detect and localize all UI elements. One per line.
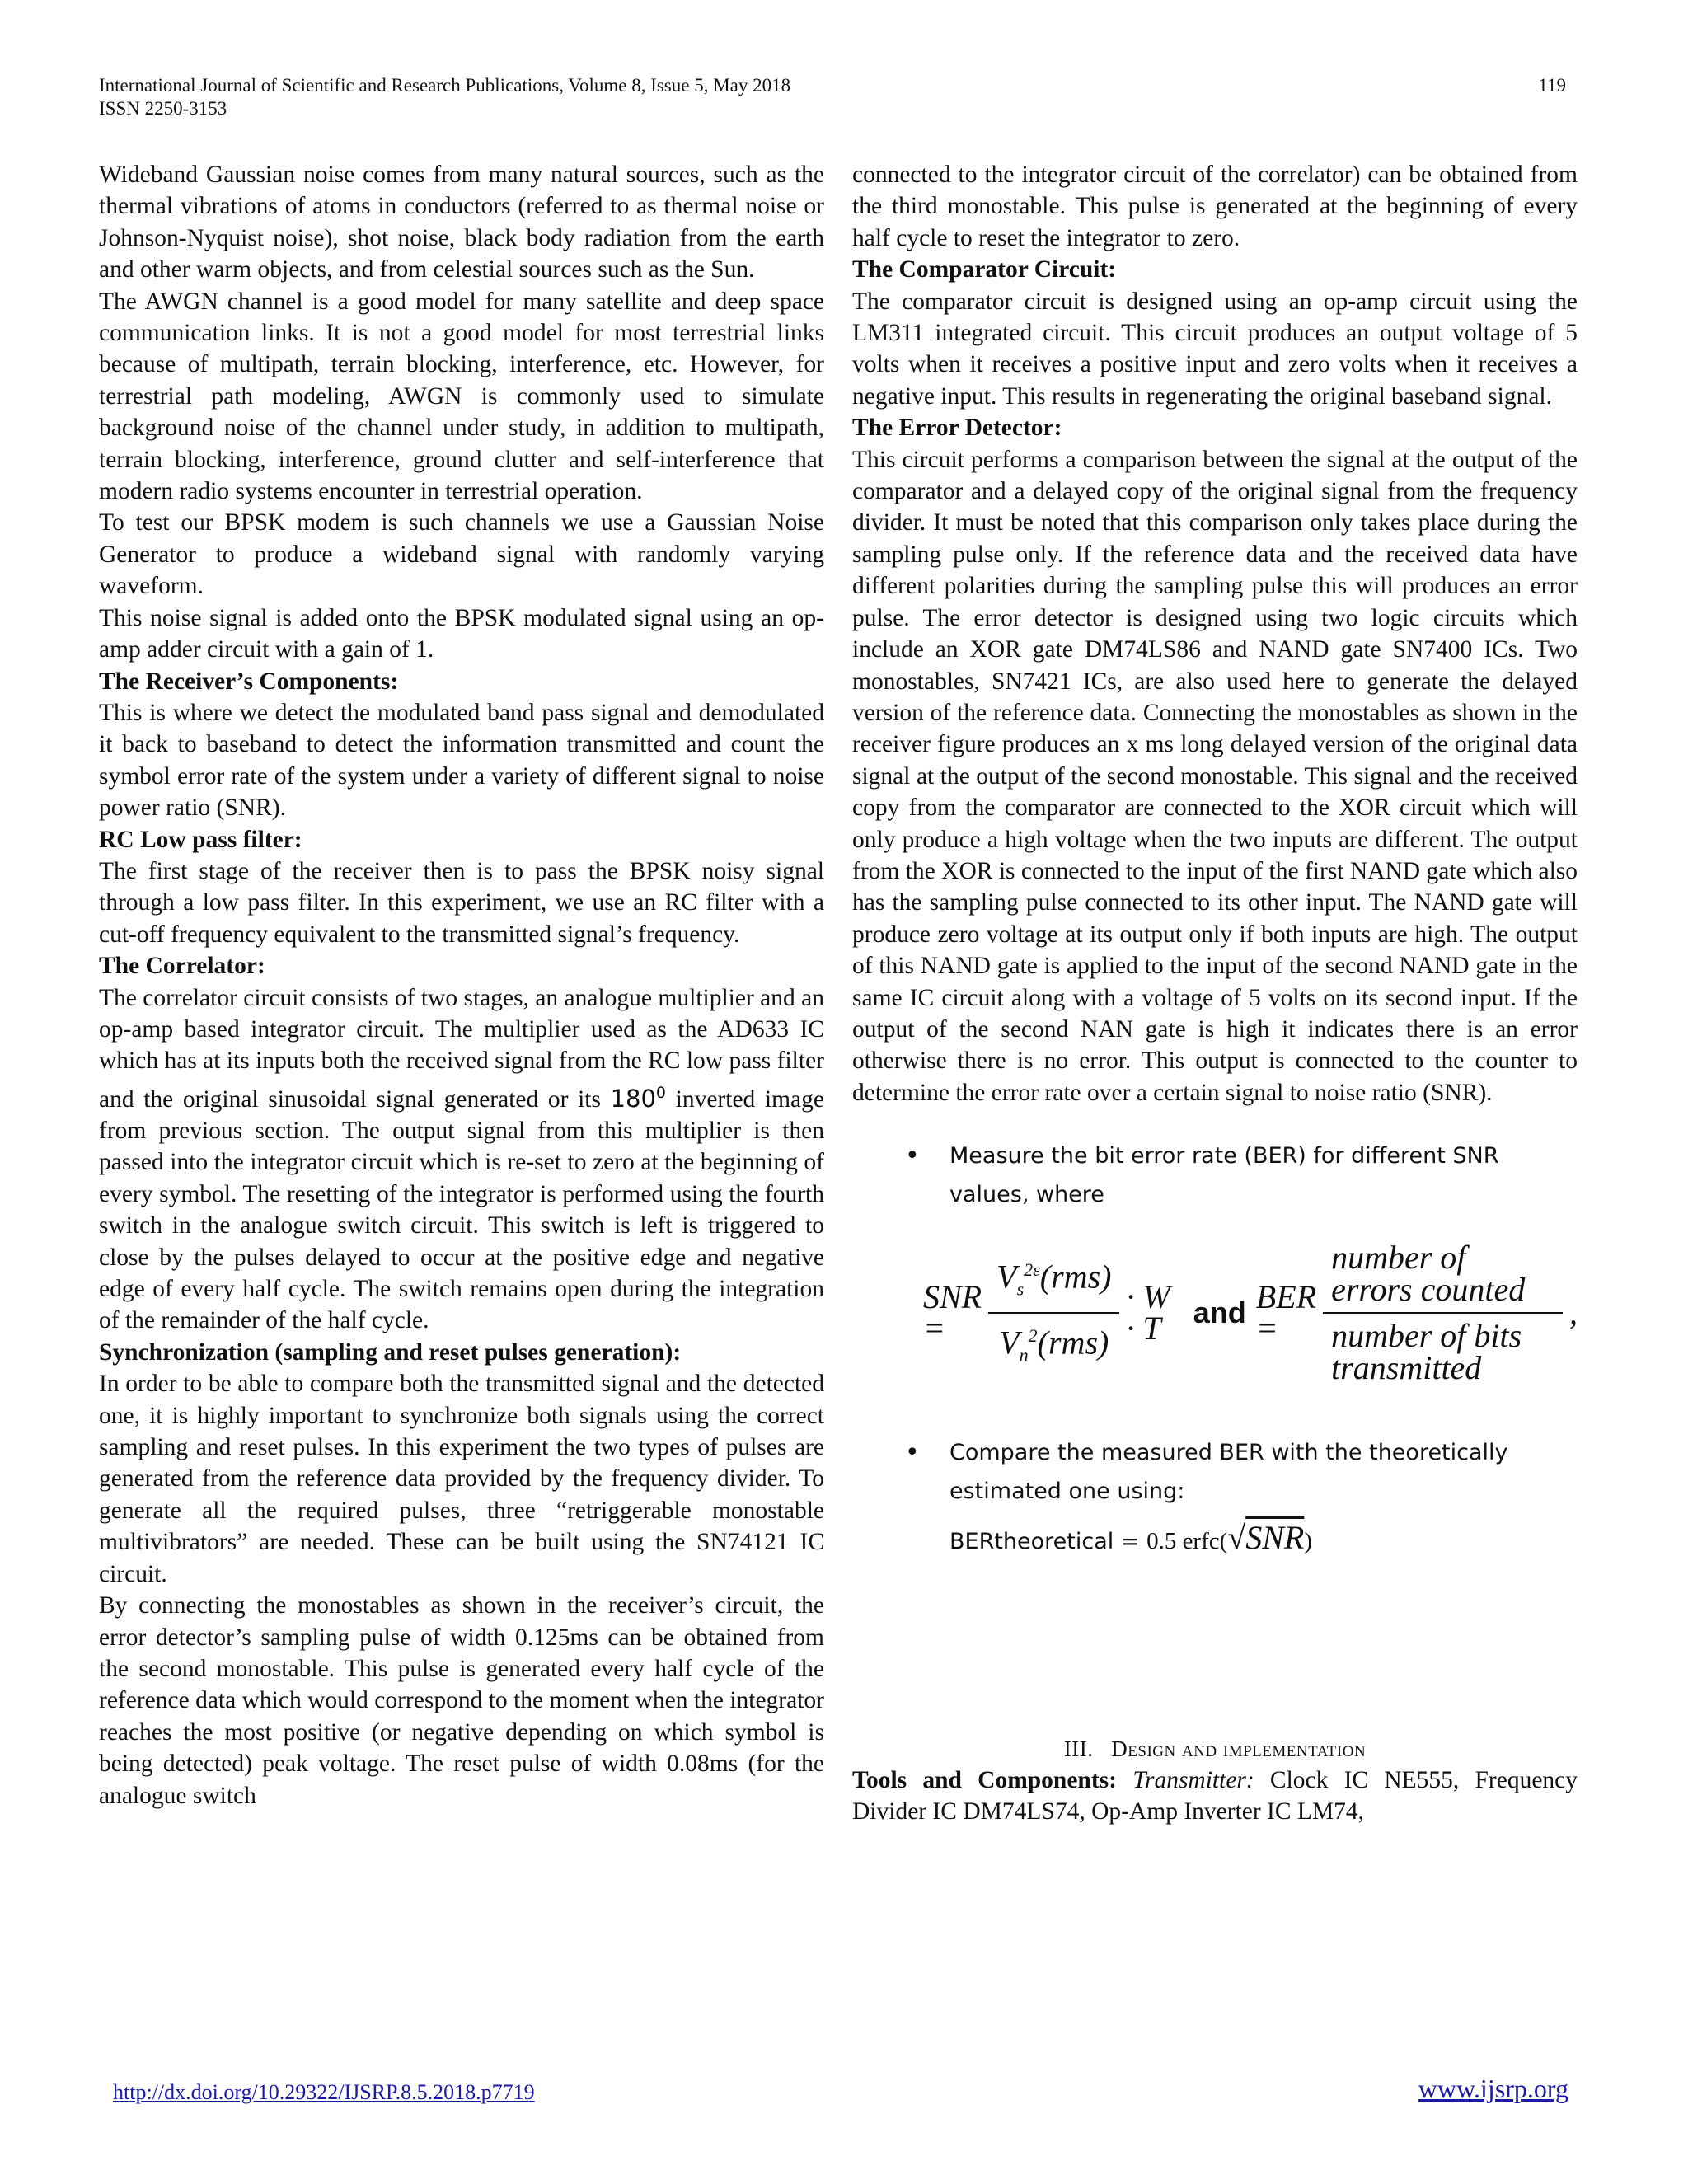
journal-title: International Journal of Scientific and Research Publications, Volume 8, Issue 5, May 2018 xyxy=(99,75,791,96)
paragraph-correlator: The correlator circuit consists of two stages, an analogue multiplier and an op-amp based integrator circuit. The multiplier used as the AD633 IC which has at its inputs both the received signal from the RC low pass filter and the original sinusoidal signal generated or its $180^0$ inverted image from previous section. The output signal from this multiplier is then passed into the integrator circuit which is re-set to zero at the beginning of every symbol. The resetting of the integrator is performed using the fourth switch in the analogue switch circuit. This switch is left is triggered to close by the pulses delayed to occur at the positive edge and negative edge of every half cycle. The switch remains open during the integration of the remainder of the half cycle. xyxy=(99,984,824,1334)
degree-value: 180 xyxy=(610,1084,656,1113)
degree-superscript: 0 xyxy=(655,1083,667,1102)
paragraph: connected to the integrator circuit of the correlator) can be obtained from the third monostable. This pulse is generated at the beginning of every half cycle to reset the integrator to zero. xyxy=(852,162,1578,251)
formula-comma: , xyxy=(1569,1293,1578,1331)
formula-ber-lhs: BER = xyxy=(1255,1277,1317,1347)
right-column xyxy=(852,159,1578,1828)
website-link[interactable]: www.ijsrp.org xyxy=(1418,2074,1568,2103)
formula-snr-lhs: SNR = xyxy=(923,1277,982,1347)
heading-comparator: The Comparator Circuit: xyxy=(852,256,1117,284)
heading-rc-filter: RC Low pass filter: xyxy=(99,826,302,853)
paragraph: By connecting the monostables as shown in the receiver’s circuit, the error detector’s sampling pulse of width 0.125ms can be obtained from the second monostable. This pulse is generated every half cycle of the reference data which would correspond to the moment when the integrator reaches the most positive (or negative depending on which symbol is being detected) peak voltage. The reset pulse of width 0.08ms (for the analogue switch xyxy=(99,1592,824,1809)
paragraph: This circuit performs a comparison between the signal at the output of the comparator and a delayed copy of the original signal from the frequency divider. It must be noted that this comparison only takes place during the sampling pulse only. If the reference data and the received data have different polarities during the sampling pulse this will produces an error pulse. The error detector is designed using two logic circuits which include an XOR gate DM74LS86 and NAND gate SN7400 ICs. Two monostables, SN7421 ICs, are also used here to generate the delayed version of the reference data. Connecting the monostables as shown in the receiver figure produces an x ms long delayed version of the original data signal at the output of the second monostable. This signal and the received copy from the comparator are connected to the XOR circuit which will only produce a high voltage when the two inputs are different. The output from the XOR is connected to the input of the first NAND gate which also has the sampling pulse connected to its other input. The NAND gate will produce zero voltage at its output only if both inputs are high. The output of this NAND gate is applied to the input of the second NAND gate in the same IC circuit along with a voltage of 5 volts on its second input. If the output of the second NAN gate is high it indicates there is an error otherwise there is no error. This output is connected to the counter to determine the error rate over a certain signal to noise ratio (SNR). xyxy=(852,446,1578,1106)
formula-and: and xyxy=(1193,1295,1246,1329)
snr-numerator: $V_s^{2\varepsilon}(rms)$ xyxy=(988,1254,1119,1314)
paragraph: The AWGN channel is a good model for many satellite and deep space communication links. It is not a good model for most terrestrial links because of multipath, terrain blocking, interference, etc. However, for terrestrial path modeling, AWGN is commonly used to simulate background noise of the channel under study, in addition to multipath, terrain blocking, interference, ground clutter and self-interference that modern radio systems encounter in terrestrial operation. xyxy=(99,288,824,505)
heading-receiver: The Receiver’s Components: xyxy=(99,668,399,695)
doi-link[interactable]: http://dx.doi.org/10.29322/IJSRP.8.5.2018.p7719 xyxy=(113,2080,535,2104)
ber-fraction xyxy=(1323,1239,1563,1386)
bullet-icon: • xyxy=(905,1438,920,1468)
paragraph: Wideband Gaussian noise comes from many natural sources, such as the thermal vibrations of atoms in conductors (referred to as thermal noise or Johnson-Nyquist noise), shot noise, black body radiation from the earth and other warm objects, and from celestial sources such as the Sun. xyxy=(99,162,824,284)
bullet-list xyxy=(852,1433,1578,1511)
section-heading xyxy=(852,1733,1578,1765)
ber-denominator: number of bits transmitted xyxy=(1331,1317,1522,1386)
section-title: Design and implementation xyxy=(1111,1736,1367,1761)
snr-ber-formula xyxy=(923,1230,1578,1395)
snr-fraction xyxy=(988,1254,1119,1371)
section-number: III. xyxy=(1063,1736,1094,1761)
paragraph: This is where we detect the modulated band pass signal and demodulated it back to baseband to detect the information transmitted and count the symbol error rate of the system under a variety of different signal to noise power ratio (SNR). xyxy=(99,699,824,822)
list-item: • Measure the bit error rate (BER) for different SNR values, where xyxy=(852,1137,1578,1214)
paragraph: To test our BPSK modem is such channels we use a Gaussian Noise Generator to produce a wideband signal with randomly varying waveform. xyxy=(99,509,824,600)
snr-denominator: $V_n^2(rms)$ xyxy=(999,1324,1109,1366)
paragraph: The comparator circuit is designed using an op-amp circuit using the LM311 integrated circuit. This circuit produces an output voltage of 5 volts when it receives a positive input and zero volts when it receives a negative input. This results in regenerating the original baseband signal. xyxy=(852,288,1578,410)
paragraph: This noise signal is added onto the BPSK modulated signal using an op-amp adder circuit with a gain of 1. xyxy=(99,604,824,663)
ber-numerator: number of errors counted xyxy=(1323,1242,1563,1314)
paragraph: In order to be able to compare both the transmitted signal and the detected one, it is highly important to synchronize both signals using the correct sampling and reset pulses. In this experiment the two types of pulses are generated from the reference data provided by the frequency divider. To generate all the required pulses, three “retriggerable monostable multivibrators” are needed. These can be built using the SN74121 IC circuit. xyxy=(99,1371,824,1587)
heading-error-detector: The Error Detector: xyxy=(852,415,1062,442)
formula-w-t: · W · T xyxy=(1126,1277,1170,1347)
heading-correlator: The Correlator: xyxy=(99,953,265,980)
left-column xyxy=(99,159,824,1811)
heading-synchronization: Synchronization (sampling and reset pulses generation): xyxy=(99,1338,682,1366)
issn: ISSN 2250-3153 xyxy=(99,98,227,119)
page-number: 119 xyxy=(1538,75,1566,96)
bullet-list xyxy=(852,1137,1578,1214)
tools-paragraph: Tools and Components: Transmitter: Clock IC NE555, Frequency Divider IC DM74LS74, Op-Amp Inverter IC LM74, xyxy=(852,1767,1578,1825)
page-header xyxy=(99,74,1566,120)
list-item: • Compare the measured BER with the theoretically estimated one using: xyxy=(852,1433,1578,1511)
bullet-icon: • xyxy=(905,1141,920,1171)
paragraph: The first stage of the receiver then is to pass the BPSK noisy signal through a low pass filter. In this experiment, we use an RC filter with a cut-off frequency equivalent to the transmitted signal’s frequency. xyxy=(99,857,824,948)
ber-theoretical-formula: BERtheoretical = 0.5 erfc(√SNR) xyxy=(950,1519,1313,1557)
sqrt-icon: √ xyxy=(1227,1519,1246,1557)
